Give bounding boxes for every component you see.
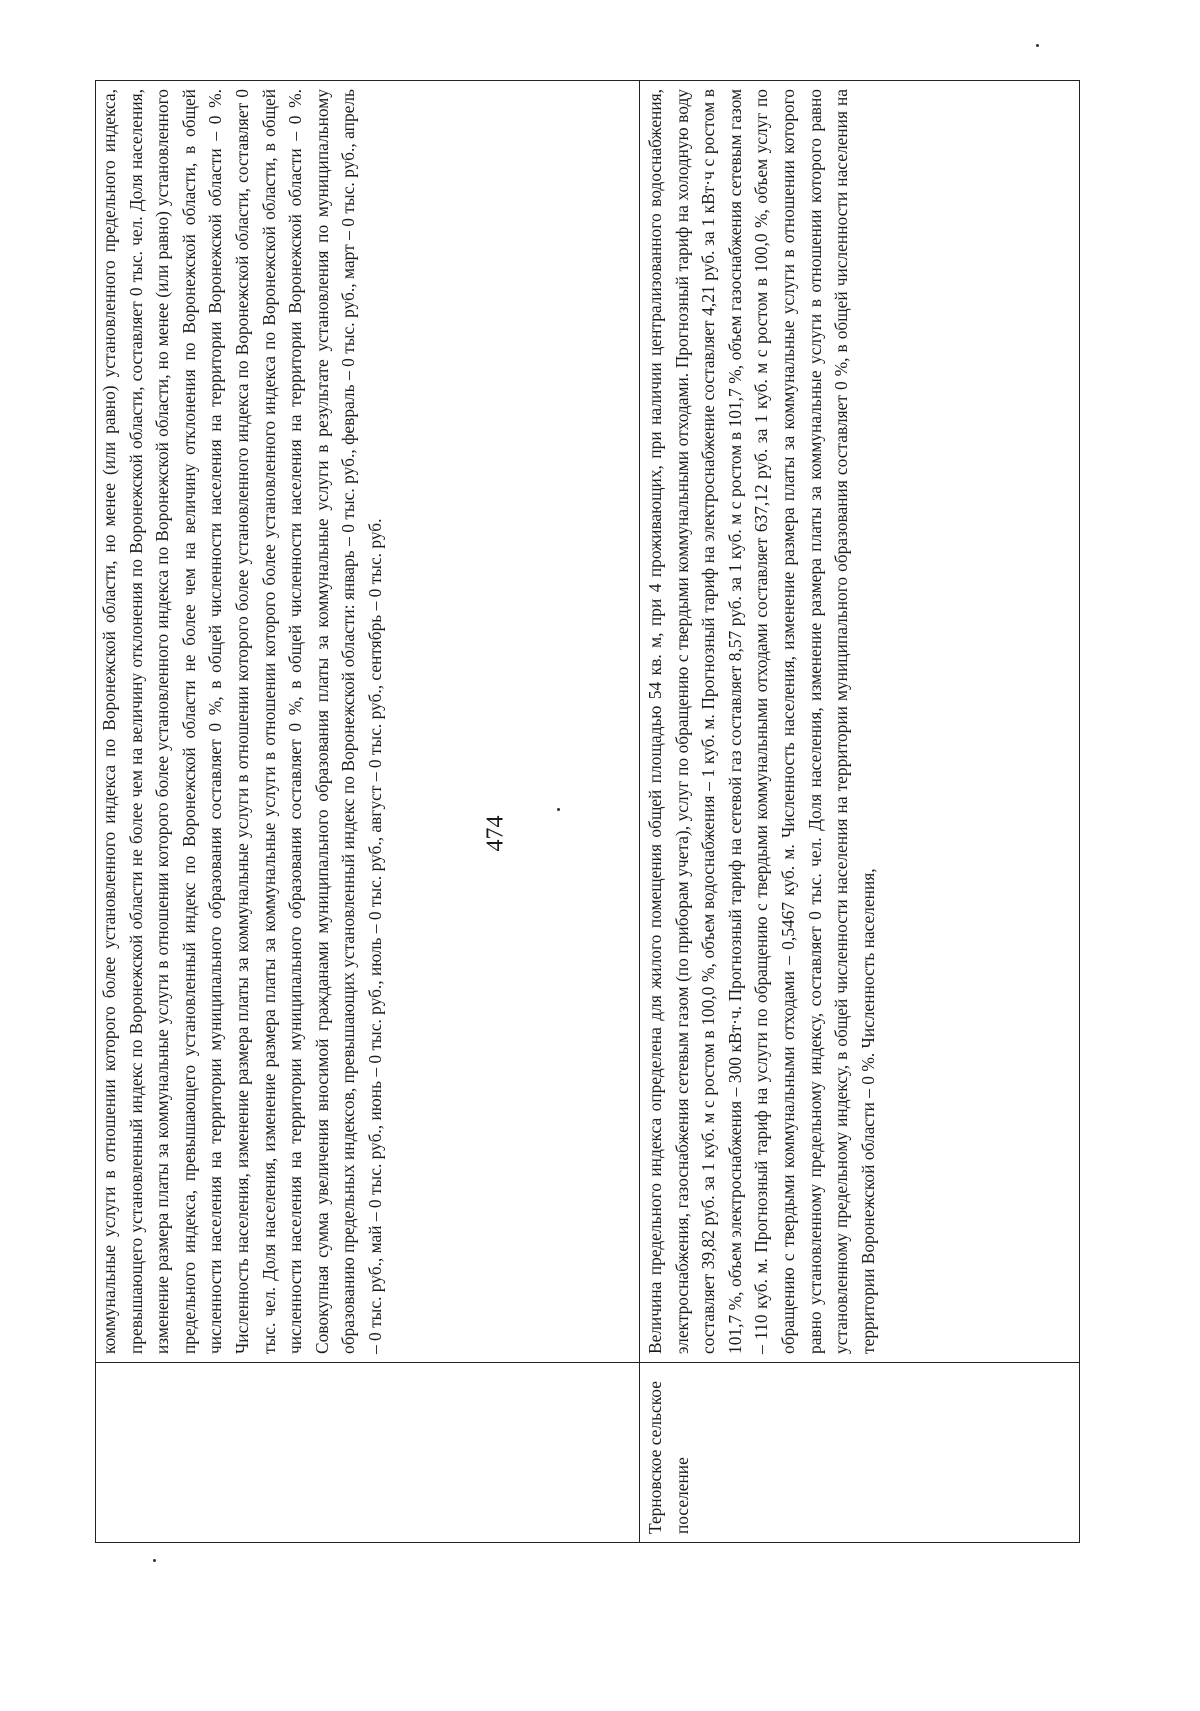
- municipality-name-cell: Терновское сельское поселение: [640, 1363, 1080, 1543]
- table-row: [640, 81, 1080, 1543]
- scan-speck: [153, 1559, 156, 1562]
- description-cell: коммунальные услуги в отношении которого более установленного индекса по Воронежской области, но менее (или равно) установленного предельного индекса, превышающего установленный индекс по Воронежской области не более чем на величину отклонения по Воронежской области, составляет 0 тыс. чел. Доля населения, изменение размера платы за коммунальные услуги в отношении которого более установленного индекса по Воронежской области, но менее (или равно) установленного предельного индекса, превышающего установленный индекс по Воронежской области не более чем на величину отклонения по Воронежской области, в общей численности населения на территории муниципального образования составляет 0 %, в общей численности населения на территории Воронежской области – 0 %. Численность населения, изменение размера платы за коммунальные услуги в отношении которого более установленного индекса по Воронежской области, составляет 0 тыс. чел. Доля населения, изменение размера платы за коммунальные услуги в отношении которого более установленного индекса по Воронежской области, в общей численности населения на территории муниципального образования составляет 0 %, в общей численности населения на территории Воронежской области – 0 %. Совокупная сумма увеличения вносимой гражданами муниципального образования платы за коммунальные услуги в результате установления по муниципальному образованию предельных индексов, превышающих установленный индекс по Воронежской области: январь – 0 тыс. руб., февраль – 0 тыс. руб., март – 0 тыс. руб., апрель – 0 тыс. руб., май – 0 тыс. руб., июнь – 0 тыс. руб., июль – 0 тыс. руб., август – 0 тыс. руб., сентябрь – 0 тыс. руб.: [96, 81, 640, 1363]
- page-number: 474: [482, 815, 509, 852]
- municipality-name-cell: [96, 1363, 640, 1543]
- description-cell: Величина предельного индекса определена для жилого помещения общей площадью 54 кв. м, при 4 проживающих, при наличии централизованного водоснабжения, электроснабжения, газоснабжения сетевым газом (по приборам учета), услуг по обращению с твердыми коммунальными отходами. Прогнозный тариф на холодную воду составляет 39,82 руб. за 1 куб. м с ростом в 100,0 %, объем водоснабжения – 1 куб. м. Прогнозный тариф на электроснабжение составляет 4,21 руб. за 1 кВт·ч с ростом в 101,7 %, объем электроснабжения – 300 кВт·ч. Прогнозный тариф на сетевой газ составляет 8,57 руб. за 1 куб. м с ростом в 101,7 %, объем газоснабжения сетевым газом – 110 куб. м. Прогнозный тариф на услуги по обращению с твердыми коммунальными отходами составляет 637,12 руб. за 1 куб. м с ростом в 100,0 %, объем услуг по обращению с твердыми коммунальными отходами – 0,5467 куб. м. Численность населения, изменение размера платы за коммунальные услуги в отношении которого равно установленному предельному индексу, составляет 0 тыс. чел. Доля населения, изменение размера платы за коммунальные услуги в отношении которого равно установленному предельному индексу, в общей численности населения на территории муниципального образования составляет 0 %, в общей численности населения на территории Воронежской области – 0 %. Численность населения,: [640, 81, 1080, 1363]
- table-row: [96, 81, 640, 1543]
- rotated-table-container: [95, 81, 1075, 1543]
- document-table: [95, 80, 1080, 1543]
- scan-speck: [1036, 44, 1039, 47]
